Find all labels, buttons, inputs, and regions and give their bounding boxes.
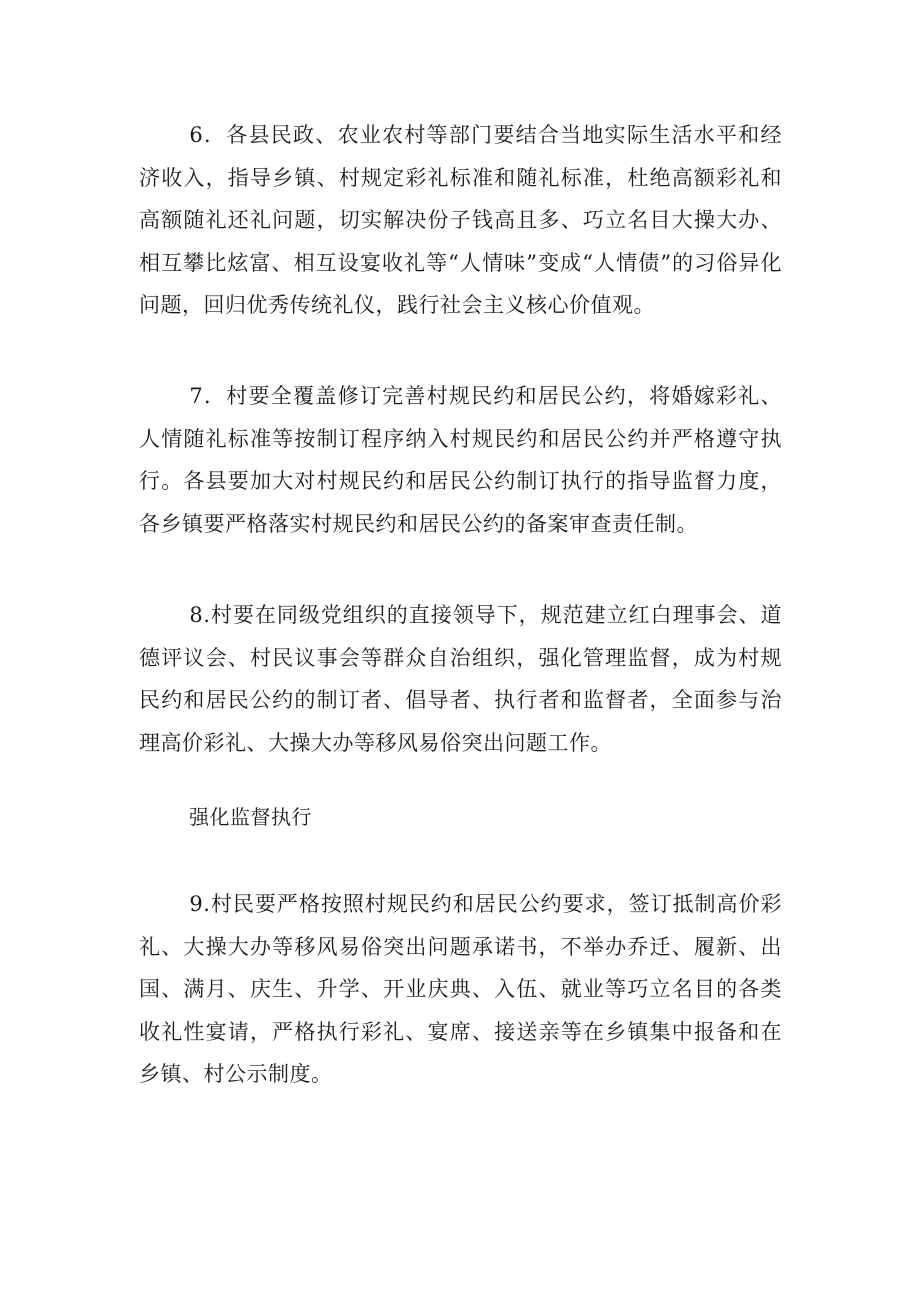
section-heading: 强化监督执行 (189, 805, 312, 829)
paragraph-6: 6．各县民政、农业农村等部门要结合当地实际生活水平和经济收入，指导乡镇、村规定彩礼标准和随礼标准，杜绝高额彩礼和高额随礼还礼问题，切实解决份子钱高且多、巧立名目大操大办、相互攀比炫富、相互设宴收礼等“人情味”变成“人情债”的习俗异化问题，回归优秀传统礼仪，践行社会主义核心价值观。 (139, 123, 782, 317)
paragraph-8: 8.村要在同级党组织的直接领导下，规范建立红白理事会、道德评议会、村民议事会等群众自治组织，强化管理监督，成为村规民约和居民公约的制订者、倡导者、执行者和监督者，全面参与治理高价彩礼、大操大办等移风易俗突出问题工作。 (139, 603, 782, 755)
paragraph-9: 9.村民要严格按照村规民约和居民公约要求，签订抵制高价彩礼、大操大办等移风易俗突出问题承诺书，不举办乔迁、履新、出国、满月、庆生、升学、开业庆典、入伍、就业等巧立名目的各类收礼性宴请，严格执行彩礼、宴席、接送亲等在乡镇集中报备和在乡镇、村公示制度。 (139, 892, 782, 1086)
paragraph-7: 7．村要全覆盖修订完善村规民约和居民公约，将婚嫁彩礼、人情随礼标准等按制订程序纳入村规民约和居民公约并严格遵守执行。各县要加大对村规民约和居民公约制订执行的指导监督力度，各乡镇要严格落实村规民约和居民公约的备案审查责任制。 (139, 384, 782, 536)
